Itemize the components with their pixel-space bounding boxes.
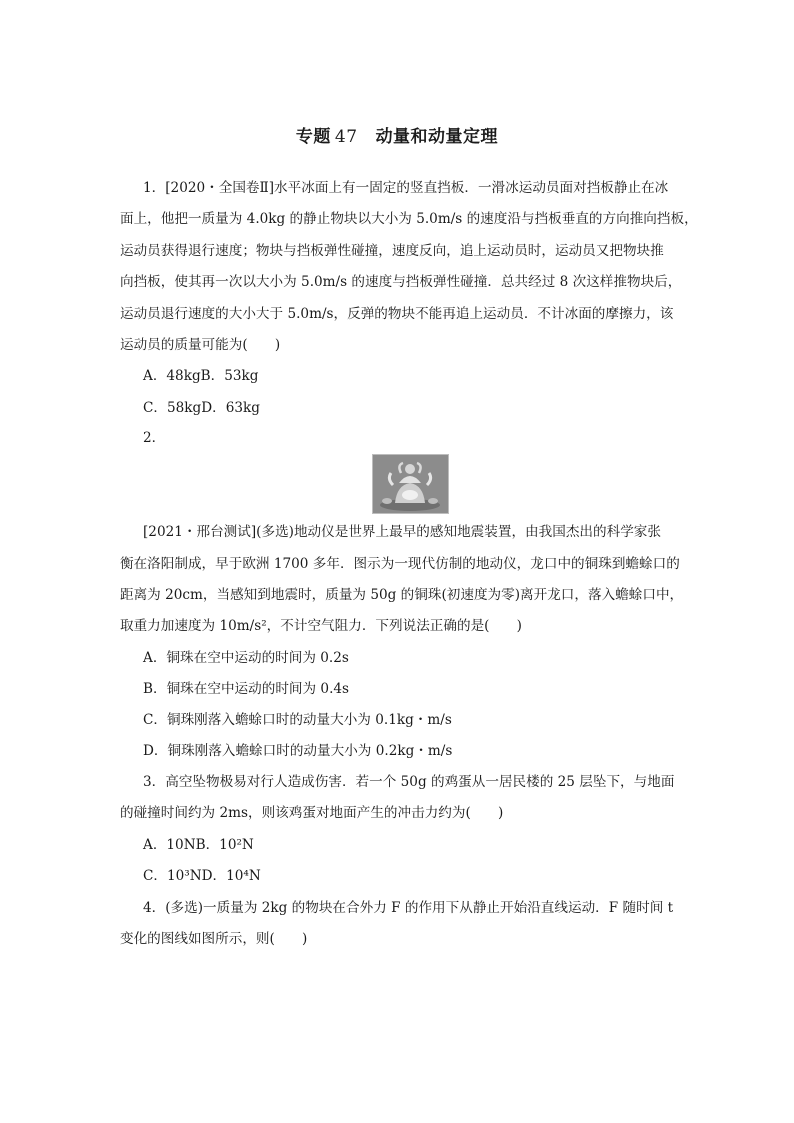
q1-option: A．48kgB．53kg xyxy=(143,368,259,384)
page-title xyxy=(0,122,794,147)
q3-line: 3．高空坠物极易对行人造成伤害．若一个 50g 的鸡蛋从一居民楼的 25 层坠下，与地面 xyxy=(143,774,675,790)
q1-line: 面上，他把一质量为 4.0kg 的静止物块以大小为 5.0m/s 的速度沿与挡板垂直的方向推向挡板， xyxy=(120,211,698,227)
q3-option: C．10³ND．10⁴N xyxy=(143,868,261,884)
q1-line: 1．[2020・全国卷Ⅱ]水平冰面上有一固定的竖直挡板．一滑冰运动员面对挡板静止在冰 xyxy=(143,180,669,196)
q2-line: 取重力加速度为 10m/s²，不计空气阻力．下列说法正确的是( ) xyxy=(120,618,522,634)
q2-option: B．铜珠在空中运动的时间为 0.4s xyxy=(143,681,350,697)
q3-option: A．10NB．10²N xyxy=(143,837,254,853)
q1-line: 运动员退行速度的大小大于 5.0m/s，反弹的物块不能再追上运动员．不计冰面的摩擦力，该 xyxy=(120,306,674,322)
q4-line: 4．(多选)一质量为 2kg 的物块在合外力 F 的作用下从静止开始沿直线运动．F 随时间 t xyxy=(143,900,674,916)
seismograph-image xyxy=(372,454,449,514)
q4-line: 变化的图线如图所示，则( ) xyxy=(120,931,308,947)
q2-line: [2021・邢台测试](多选)地动仪是世界上最早的感知地震装置，由我国杰出的科学家张 xyxy=(143,524,661,540)
q2-option: D．铜珠刚落入蟾蜍口时的动量大小为 0.2kg・m/s xyxy=(143,743,453,759)
title-number: 47 xyxy=(334,127,358,147)
title-label: 专题 xyxy=(295,127,331,147)
q1-option: C．58kgD．63kg xyxy=(143,400,260,416)
q1-line: 运动员获得退行速度；物块与挡板弹性碰撞，速度反向，追上运动员时，运动员又把物块推 xyxy=(120,243,664,259)
q3-line: 的碰撞时间约为 2ms，则该鸡蛋对地面产生的冲击力约为( ) xyxy=(120,805,504,821)
q1-line: 运动员的质量可能为( ) xyxy=(120,337,281,353)
q2-line: 衡在洛阳制成，早于欧洲 1700 多年．图示为一现代仿制的地动仪，龙口中的铜珠到蟾蜍口的 xyxy=(120,556,680,572)
q2-number: 2． xyxy=(143,430,166,446)
q1-line: 向挡板，使其再一次以大小为 5.0m/s 的速度与挡板弹性碰撞．总共经过 8 次这样推物块后， xyxy=(120,274,682,290)
q2-option: A．铜珠在空中运动的时间为 0.2s xyxy=(143,650,349,666)
q2-option: C．铜珠刚落入蟾蜍口时的动量大小为 0.1kg・m/s xyxy=(143,712,452,728)
q2-line: 距离为 20cm，当感知到地震时，质量为 50g 的铜珠(初速度为零)离开龙口，落入蟾蜍口中， xyxy=(120,587,684,603)
title-topic: 动量和动量定理 xyxy=(375,127,499,147)
